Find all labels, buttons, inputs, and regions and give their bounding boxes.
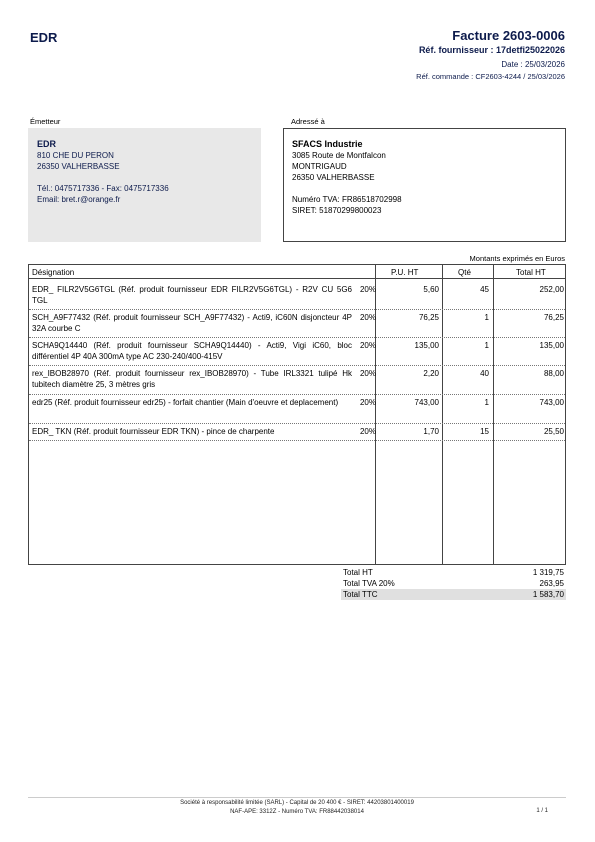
recipient-box [283,128,566,242]
row-designation: EDR_ TKN (Réf. produit fournisseur EDR TKN) - pince de charpente [32,427,275,436]
recipient-name: SFACS Industrie [292,139,363,149]
company-name: EDR [30,30,58,45]
issuer-address-line1: 810 CHE DU PERON [37,151,114,160]
row-quantity: 15 [480,427,489,436]
table-row [29,310,565,338]
table-row [29,338,565,366]
row-unit-price: 743,00 [414,398,439,407]
issuer-box [28,128,261,242]
footer-legal-line2: NAF-APE: 3312Z - Numéro TVA: FR88442038014 [230,809,364,815]
recipient-address-line2: MONTRIGAUD [292,162,347,171]
row-total: 135,00 [539,341,564,350]
total-ttc-row [341,589,566,600]
row-quantity: 1 [484,313,489,322]
row-unit-price: 2,20 [423,369,439,378]
issuer-address-line2: 26350 VALHERBASSE [37,162,120,171]
row-quantity: 1 [484,398,489,407]
currency-note: Montants exprimés en Euros [469,254,565,263]
total-vat-label: Total TVA 20% [343,579,395,588]
table-header [29,265,565,279]
supplier-reference: Réf. fournisseur : 17detfi25022026 [418,45,565,55]
row-designation: rex_IBOB28970 (Réf. produit fournisseur rex_IBOB28970) - Tube IRL3321 tulipé Hk tubitech diamètre 25, 3 mètres gris [32,369,352,389]
table-row [29,424,565,441]
recipient-siret: SIRET: 51870299800023 [292,206,382,215]
issuer-name: EDR [37,139,57,149]
row-quantity: 1 [484,341,489,350]
total-ht-label: Total HT [343,568,373,577]
row-vat-rate: 20% [359,341,376,350]
recipient-address-line1: 3085 Route de Montfalcon [292,151,386,160]
row-unit-price: 76,25 [418,313,439,322]
total-vat-row [341,578,566,589]
recipient-vat-number: Numéro TVA: FR86518702998 [292,195,402,204]
total-ttc-label: Total TTC [343,590,378,599]
issuer-label: Émetteur [30,117,61,126]
totals-block [341,567,566,600]
invoice-title: Facture 2603-0006 [452,28,565,43]
total-ttc-value: 1 583,70 [532,590,564,599]
page-number: 1 / 1 [536,808,548,814]
row-unit-price: 5,60 [423,285,439,294]
row-vat-rate: 20% [359,313,376,322]
row-vat-rate: 20% [359,369,376,378]
row-vat-rate: 20% [359,427,376,436]
row-unit-price: 1,70 [423,427,439,436]
table-row [29,282,565,310]
row-total: 252,00 [539,285,564,294]
row-quantity: 45 [480,285,489,294]
page-footer [28,797,566,817]
issuer-email: Email: bret.r@orange.fr [37,195,121,204]
row-total: 25,50 [543,427,564,436]
header-total: Total HT [516,268,546,277]
invoice-date: Date : 25/03/2026 [501,60,565,69]
row-quantity: 40 [480,369,489,378]
recipient-label: Adressé à [291,117,325,126]
total-vat-value: 263,95 [539,579,564,588]
row-vat-rate: 20% [359,285,376,294]
invoice-lines-table [28,264,566,565]
total-ht-value: 1 319,75 [532,568,564,577]
invoice-header [416,28,565,82]
table-row [29,366,565,395]
row-total: 743,00 [539,398,564,407]
row-total: 88,00 [543,369,564,378]
footer-legal-line1: Société à responsabilité limitée (SARL) - Capital de 20 400 € - SIRET: 44203801400019 [180,800,414,806]
header-designation: Désignation [32,268,75,277]
row-total: 76,25 [543,313,564,322]
row-designation: SCHA9Q14440 (Réf. produit fournisseur SCHA9Q14440) - Acti9, Vigi iC60, bloc différentiel 4P 40A 300mA type AC 230-240/400-415V [32,341,352,361]
row-vat-rate: 20% [359,398,376,407]
table-row [29,395,565,424]
recipient-address-line3: 26350 VALHERBASSE [292,173,375,182]
row-designation: SCH_A9F77432 (Réf. produit fournisseur SCH_A9F77432) - Acti9, iC60N disjoncteur 4P 32A courbe C [32,313,352,333]
row-designation: edr25 (Réf. produit fournisseur edr25) - forfait chantier (Main d'oeuvre et deplacement) [32,398,339,407]
total-ht-row [341,567,566,578]
row-unit-price: 135,00 [414,341,439,350]
row-designation: EDR_ FILR2V5G6TGL (Réf. produit fournisseur EDR FILR2V5G6TGL) - R2V CU 5G6 TGL [32,285,352,305]
order-reference: Réf. commande : CF2603-4244 / 25/03/2026 [416,72,565,81]
header-quantity: Qté [458,268,471,277]
issuer-phone: Tél.: 0475717336 - Fax: 0475717336 [37,184,169,193]
header-unit-price: P.U. HT [391,268,419,277]
